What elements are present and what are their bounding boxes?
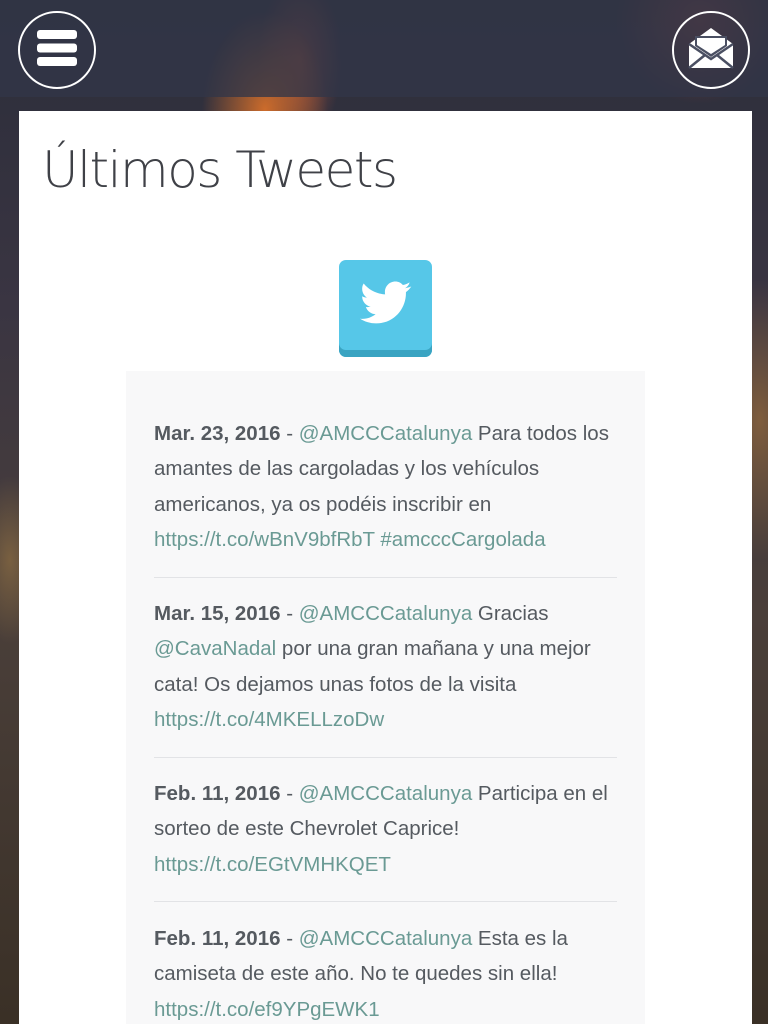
page-title: Últimos Tweets xyxy=(42,141,397,199)
envelope-open-icon xyxy=(687,26,735,75)
tweet-divider xyxy=(154,757,617,758)
hamburger-menu-icon xyxy=(37,30,77,71)
tweet-date: Mar. 23, 2016 xyxy=(154,422,281,445)
tweet-url-link[interactable]: https://t.co/EGtVMHKQET xyxy=(154,852,391,876)
tweet-text: Esta es la camiseta de este año. No te quedes sin ella! xyxy=(154,927,568,986)
twitter-button[interactable] xyxy=(339,260,432,357)
tweet-feed xyxy=(126,371,645,1024)
tweet-item xyxy=(154,416,617,558)
tweet-handle-link[interactable]: @AMCCCatalunya xyxy=(298,422,473,445)
tweet-url-link[interactable]: https://t.co/wBnV9bfRbT xyxy=(154,528,375,552)
tweet-url-link[interactable]: https://t.co/ef9YPgEWK1 xyxy=(154,997,380,1021)
tweet-handle-link[interactable]: @AMCCCatalunya xyxy=(298,782,473,805)
tweet-text: Participa en el sorteo de este Chevrolet Caprice! xyxy=(154,782,608,841)
tweet-item xyxy=(154,921,617,1024)
content-card xyxy=(19,111,752,1024)
tweet-mention-link[interactable]: @CavaNadal xyxy=(154,637,277,661)
tweet-item xyxy=(154,776,617,882)
tweet-text: Para todos los amantes de las cargoladas y los vehículos americanos, ya os podéis inscribir en xyxy=(154,422,609,516)
tweet-hashtag-link[interactable]: #amcccCargolada xyxy=(380,528,546,552)
tweet-separator: - xyxy=(280,602,299,625)
top-bar xyxy=(0,0,768,97)
tweet-date: Feb. 11, 2016 xyxy=(154,927,281,950)
tweet-date: Feb. 11, 2016 xyxy=(154,782,281,805)
tweet-text: por una gran mañana y una mejor cata! Os dejamos unas fotos de la visita xyxy=(154,637,591,696)
twitter-bird-icon xyxy=(360,281,412,330)
tweet-separator: - xyxy=(280,782,299,805)
tweet-url-link[interactable]: https://t.co/4MKELLzoDw xyxy=(154,708,385,732)
tweet-date: Mar. 15, 2016 xyxy=(154,602,281,625)
tweet-divider xyxy=(154,577,617,578)
tweet-separator: - xyxy=(280,422,299,445)
contact-button[interactable] xyxy=(672,11,750,89)
tweet-item xyxy=(154,596,617,738)
tweet-separator: - xyxy=(280,927,299,950)
menu-button[interactable] xyxy=(18,11,96,89)
tweet-divider xyxy=(154,901,617,902)
tweet-handle-link[interactable]: @AMCCCatalunya xyxy=(298,602,473,625)
tweet-handle-link[interactable]: @AMCCCatalunya xyxy=(298,927,473,950)
tweet-text: Gracias xyxy=(472,602,549,625)
